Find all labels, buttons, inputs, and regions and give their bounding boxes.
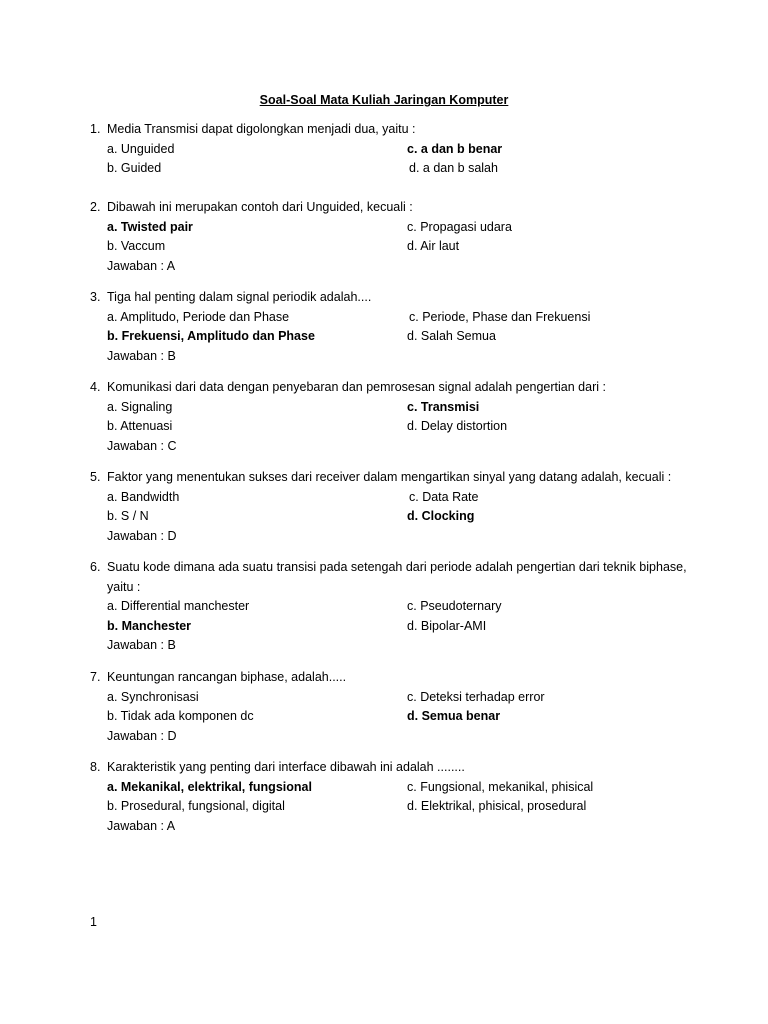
answer-text: Jawaban : A bbox=[107, 818, 176, 833]
question-4 bbox=[90, 378, 710, 456]
question-6 bbox=[90, 558, 710, 656]
option-b: b. Vaccum bbox=[107, 239, 166, 253]
option-a: a. Synchronisasi bbox=[107, 689, 199, 704]
question-number: 3. bbox=[90, 290, 101, 304]
answer-text: Jawaban : B bbox=[107, 348, 176, 363]
question-number: 7. bbox=[90, 670, 101, 684]
question-number: 8. bbox=[90, 760, 101, 774]
option-a: a. Mekanikal, elektrikal, fungsional bbox=[107, 779, 312, 794]
answer-text: Jawaban : D bbox=[107, 528, 177, 543]
answer-line bbox=[90, 727, 710, 747]
option-b: b. Tidak ada komponen dc bbox=[107, 709, 254, 723]
option-b: b. Frekuensi, Amplitudo dan Phase bbox=[107, 329, 315, 343]
option-b: b. Manchester bbox=[107, 618, 192, 633]
option-b: b. Guided bbox=[107, 161, 162, 175]
question-number: 6. bbox=[90, 560, 101, 574]
answer-text: Jawaban : B bbox=[107, 638, 176, 652]
option-a: a. Differential manchester bbox=[107, 599, 250, 613]
question-1 bbox=[90, 120, 710, 179]
question-number: 4. bbox=[90, 380, 101, 394]
option-b: b. S / N bbox=[107, 509, 149, 523]
option-c: c. Pseudoternary bbox=[407, 599, 502, 613]
page-title: Soal-Soal Mata Kuliah Jaringan Komputer bbox=[259, 93, 509, 107]
question-text: Komunikasi dari data dengan penyebaran dan pemrosesan signal adalah pengertian dari : bbox=[107, 380, 606, 394]
option-c: c. Data Rate bbox=[409, 489, 479, 504]
question-text: Faktor yang menentukan sukses dari receiver dalam mengartikan sinyal yang datang adalah, kecuali : bbox=[107, 470, 672, 484]
option-c: c. Periode, Phase dan Frekuensi bbox=[409, 309, 591, 324]
option-a: a. Amplitudo, Periode dan Phase bbox=[107, 309, 290, 324]
answer-line bbox=[90, 347, 710, 367]
option-c: c. Transmisi bbox=[407, 399, 480, 414]
question-3 bbox=[90, 288, 710, 366]
option-a: a. Twisted pair bbox=[107, 219, 193, 234]
option-c: c. Propagasi udara bbox=[407, 219, 512, 234]
option-d: d. Delay distortion bbox=[407, 419, 508, 433]
option-d: d. Air laut bbox=[407, 239, 460, 253]
option-b: b. Prosedural, fungsional, digital bbox=[107, 799, 285, 813]
question-text: Dibawah ini merupakan contoh dari Unguided, kecuali : bbox=[107, 200, 413, 214]
question-2 bbox=[90, 198, 710, 276]
option-c: c. Deteksi terhadap error bbox=[407, 689, 545, 704]
question-text: Keuntungan rancangan biphase, adalah..... bbox=[107, 670, 347, 684]
option-c: c. a dan b benar bbox=[407, 141, 503, 156]
answer-line bbox=[90, 437, 710, 457]
answer-line bbox=[90, 257, 710, 277]
answer-line bbox=[90, 636, 710, 656]
question-8 bbox=[90, 758, 710, 836]
question-number: 1. bbox=[90, 122, 101, 136]
page-number: 1 bbox=[90, 915, 97, 929]
option-d: d. Bipolar-AMI bbox=[407, 618, 487, 633]
question-text: Tiga hal penting dalam signal periodik adalah.... bbox=[107, 290, 372, 304]
option-d: d. Salah Semua bbox=[407, 329, 496, 343]
question-text: Media Transmisi dapat digolongkan menjadi dua, yaitu : bbox=[107, 122, 416, 136]
option-b: b. Attenuasi bbox=[107, 419, 173, 433]
answer-text: Jawaban : D bbox=[107, 728, 177, 743]
option-d: d. Semua benar bbox=[407, 709, 501, 723]
question-text: Karakteristik yang penting dari interface dibawah ini adalah ........ bbox=[107, 760, 465, 774]
option-a: a. Unguided bbox=[107, 141, 175, 156]
option-a: a. Signaling bbox=[107, 399, 173, 414]
question-5 bbox=[90, 468, 710, 546]
answer-text: Jawaban : C bbox=[107, 438, 177, 453]
question-text: Suatu kode dimana ada suatu transisi pada setengah dari periode adalah pengertian dari teknik biphase, yaitu : bbox=[107, 560, 687, 594]
option-d: d. Clocking bbox=[407, 509, 475, 523]
answer-line bbox=[90, 527, 710, 547]
question-7 bbox=[90, 668, 710, 746]
option-a: a. Bandwidth bbox=[107, 489, 180, 504]
option-c: c. Fungsional, mekanikal, phisical bbox=[407, 779, 594, 794]
answer-line bbox=[90, 817, 710, 837]
option-d: d. Elektrikal, phisical, prosedural bbox=[407, 799, 587, 813]
question-number: 2. bbox=[90, 200, 101, 214]
question-number: 5. bbox=[90, 470, 101, 484]
answer-text: Jawaban : A bbox=[107, 258, 176, 273]
option-d: d. a dan b salah bbox=[409, 161, 498, 175]
